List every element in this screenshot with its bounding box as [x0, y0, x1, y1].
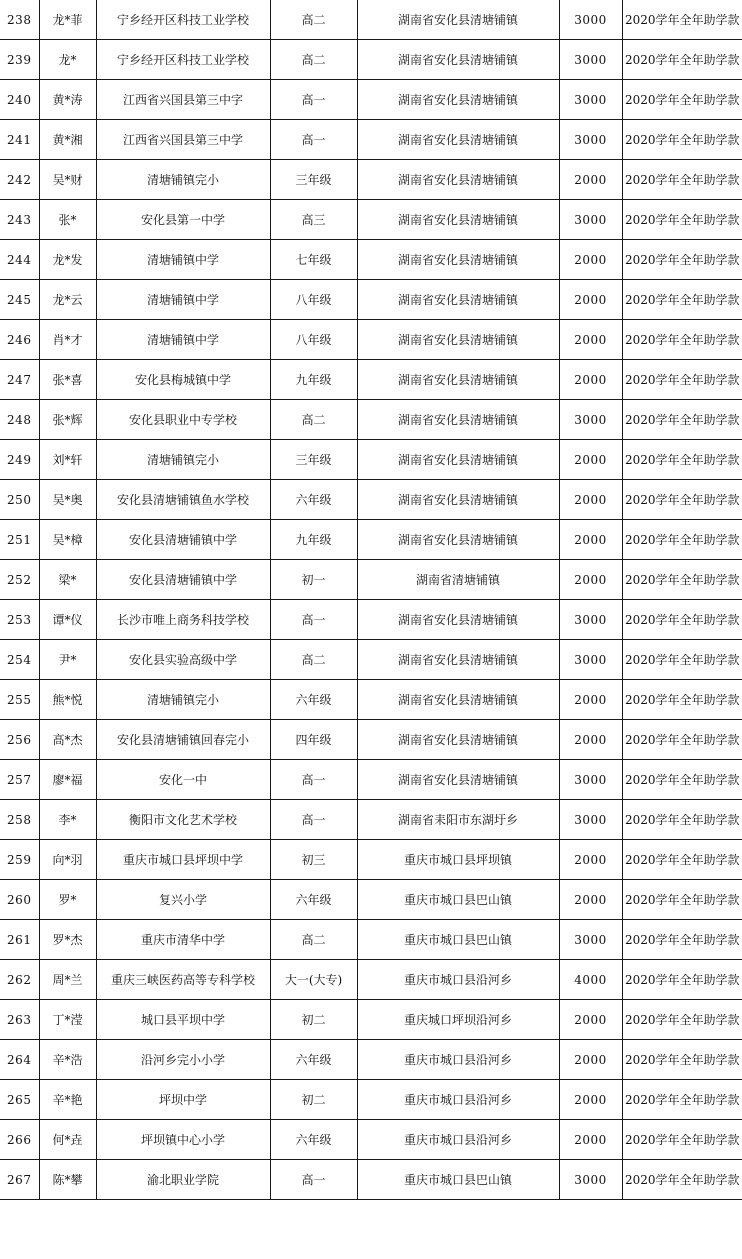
aid-amount-cell: 3000: [559, 80, 622, 120]
fund-description-cell: 2020学年全年助学款: [622, 280, 742, 320]
grade-level-cell: 高一: [270, 800, 357, 840]
school-name-cell: 重庆三峡医药高等专科学校: [96, 960, 270, 1000]
school-name-cell: 渝北职业学院: [96, 1160, 270, 1200]
row-number-cell: 249: [0, 440, 39, 480]
grade-level-cell: 九年级: [270, 360, 357, 400]
row-number-cell: 242: [0, 160, 39, 200]
row-number-cell: 261: [0, 920, 39, 960]
row-number-cell: 257: [0, 760, 39, 800]
school-name-cell: 安化县职业中专学校: [96, 400, 270, 440]
home-address-cell: 湖南省安化县清塘铺镇: [357, 120, 559, 160]
table-row: [0, 40, 742, 80]
row-number-cell: 251: [0, 520, 39, 560]
grade-level-cell: 六年级: [270, 680, 357, 720]
aid-amount-cell: 2000: [559, 360, 622, 400]
grade-level-cell: 四年级: [270, 720, 357, 760]
aid-amount-cell: 2000: [559, 1120, 622, 1160]
student-name-cell: 龙*: [39, 40, 96, 80]
student-name-cell: 熊*悦: [39, 680, 96, 720]
fund-description-cell: 2020学年全年助学款: [622, 800, 742, 840]
table-row: [0, 600, 742, 640]
grade-level-cell: 初三: [270, 840, 357, 880]
school-name-cell: 安化县清塘铺镇中学: [96, 520, 270, 560]
fund-description-cell: 2020学年全年助学款: [622, 1000, 742, 1040]
grade-level-cell: 高一: [270, 600, 357, 640]
grade-level-cell: 八年级: [270, 320, 357, 360]
student-name-cell: 吴*财: [39, 160, 96, 200]
row-number-cell: 254: [0, 640, 39, 680]
row-number-cell: 243: [0, 200, 39, 240]
student-name-cell: 黄*涛: [39, 80, 96, 120]
grade-level-cell: 高二: [270, 40, 357, 80]
fund-description-cell: 2020学年全年助学款: [622, 480, 742, 520]
aid-amount-cell: 2000: [559, 720, 622, 760]
school-name-cell: 江西省兴国县第三中学: [96, 120, 270, 160]
fund-description-cell: 2020学年全年助学款: [622, 240, 742, 280]
home-address-cell: 湖南省安化县清塘铺镇: [357, 520, 559, 560]
table-row: [0, 1080, 742, 1120]
grade-level-cell: 初二: [270, 1000, 357, 1040]
school-name-cell: 安化县第一中学: [96, 200, 270, 240]
student-name-cell: 吴*樟: [39, 520, 96, 560]
grade-level-cell: 高二: [270, 400, 357, 440]
student-name-cell: 刘*轩: [39, 440, 96, 480]
home-address-cell: 湖南省安化县清塘铺镇: [357, 320, 559, 360]
fund-description-cell: 2020学年全年助学款: [622, 840, 742, 880]
fund-description-cell: 2020学年全年助学款: [622, 400, 742, 440]
grade-level-cell: 六年级: [270, 1120, 357, 1160]
aid-amount-cell: 3000: [559, 40, 622, 80]
aid-amount-cell: 3000: [559, 0, 622, 40]
grade-level-cell: 六年级: [270, 880, 357, 920]
row-number-cell: 244: [0, 240, 39, 280]
table-row: [0, 440, 742, 480]
row-number-cell: 239: [0, 40, 39, 80]
aid-amount-cell: 2000: [559, 280, 622, 320]
school-name-cell: 坪坝中学: [96, 1080, 270, 1120]
student-name-cell: 高*杰: [39, 720, 96, 760]
home-address-cell: 湖南省安化县清塘铺镇: [357, 680, 559, 720]
row-number-cell: 247: [0, 360, 39, 400]
fund-description-cell: 2020学年全年助学款: [622, 1160, 742, 1200]
home-address-cell: 湖南省安化县清塘铺镇: [357, 760, 559, 800]
school-name-cell: 重庆市清华中学: [96, 920, 270, 960]
aid-amount-cell: 2000: [559, 320, 622, 360]
school-name-cell: 复兴小学: [96, 880, 270, 920]
fund-description-cell: 2020学年全年助学款: [622, 160, 742, 200]
aid-amount-cell: 2000: [559, 1040, 622, 1080]
grade-level-cell: 七年级: [270, 240, 357, 280]
fund-description-cell: 2020学年全年助学款: [622, 440, 742, 480]
school-name-cell: 坪坝镇中心小学: [96, 1120, 270, 1160]
row-number-cell: 238: [0, 0, 39, 40]
aid-amount-cell: 3000: [559, 600, 622, 640]
fund-description-cell: 2020学年全年助学款: [622, 920, 742, 960]
home-address-cell: 重庆市城口县沿河乡: [357, 960, 559, 1000]
home-address-cell: 湖南省安化县清塘铺镇: [357, 40, 559, 80]
aid-amount-cell: 3000: [559, 1160, 622, 1200]
row-number-cell: 260: [0, 880, 39, 920]
grade-level-cell: 六年级: [270, 1040, 357, 1080]
student-name-cell: 张*辉: [39, 400, 96, 440]
aid-amount-cell: 3000: [559, 920, 622, 960]
home-address-cell: 湖南省耒阳市东湖圩乡: [357, 800, 559, 840]
home-address-cell: 重庆市城口县坪坝镇: [357, 840, 559, 880]
grade-level-cell: 高一: [270, 1160, 357, 1200]
fund-description-cell: 2020学年全年助学款: [622, 320, 742, 360]
table-row: [0, 680, 742, 720]
school-name-cell: 清塘铺镇中学: [96, 320, 270, 360]
student-name-cell: 陈*攀: [39, 1160, 96, 1200]
home-address-cell: 湖南省安化县清塘铺镇: [357, 640, 559, 680]
home-address-cell: 重庆市城口县巴山镇: [357, 1160, 559, 1200]
student-name-cell: 辛*艳: [39, 1080, 96, 1120]
table-row: [0, 720, 742, 760]
school-name-cell: 重庆市城口县坪坝中学: [96, 840, 270, 880]
student-name-cell: 张*喜: [39, 360, 96, 400]
home-address-cell: 重庆市城口县沿河乡: [357, 1080, 559, 1120]
row-number-cell: 253: [0, 600, 39, 640]
table-row: [0, 480, 742, 520]
aid-amount-cell: 2000: [559, 160, 622, 200]
grade-level-cell: 高一: [270, 760, 357, 800]
fund-description-cell: 2020学年全年助学款: [622, 360, 742, 400]
fund-description-cell: 2020学年全年助学款: [622, 200, 742, 240]
home-address-cell: 湖南省安化县清塘铺镇: [357, 480, 559, 520]
table-row: [0, 920, 742, 960]
school-name-cell: 清塘铺镇完小: [96, 680, 270, 720]
fund-description-cell: 2020学年全年助学款: [622, 880, 742, 920]
aid-amount-cell: 2000: [559, 1080, 622, 1120]
fund-description-cell: 2020学年全年助学款: [622, 1040, 742, 1080]
aid-amount-cell: 2000: [559, 880, 622, 920]
aid-amount-cell: 3000: [559, 640, 622, 680]
fund-description-cell: 2020学年全年助学款: [622, 680, 742, 720]
fund-description-cell: 2020学年全年助学款: [622, 720, 742, 760]
table-row: [0, 760, 742, 800]
student-name-cell: 谭*仪: [39, 600, 96, 640]
aid-amount-cell: 3000: [559, 800, 622, 840]
fund-description-cell: 2020学年全年助学款: [622, 520, 742, 560]
aid-amount-cell: 2000: [559, 1000, 622, 1040]
row-number-cell: 250: [0, 480, 39, 520]
row-number-cell: 245: [0, 280, 39, 320]
aid-amount-cell: 2000: [559, 840, 622, 880]
school-name-cell: 清塘铺镇完小: [96, 440, 270, 480]
table-row: [0, 360, 742, 400]
school-name-cell: 清塘铺镇中学: [96, 280, 270, 320]
table-row: [0, 0, 742, 40]
grade-level-cell: 高三: [270, 200, 357, 240]
school-name-cell: 衡阳市文化艺术学校: [96, 800, 270, 840]
table-row: [0, 520, 742, 560]
home-address-cell: 湖南省安化县清塘铺镇: [357, 400, 559, 440]
grade-level-cell: 高一: [270, 80, 357, 120]
home-address-cell: 湖南省安化县清塘铺镇: [357, 80, 559, 120]
row-number-cell: 241: [0, 120, 39, 160]
aid-amount-cell: 2000: [559, 480, 622, 520]
grade-level-cell: 九年级: [270, 520, 357, 560]
row-number-cell: 265: [0, 1080, 39, 1120]
grade-level-cell: 三年级: [270, 160, 357, 200]
home-address-cell: 重庆城口坪坝沿河乡: [357, 1000, 559, 1040]
student-name-cell: 梁*: [39, 560, 96, 600]
grade-level-cell: 六年级: [270, 480, 357, 520]
home-address-cell: 湖南省安化县清塘铺镇: [357, 240, 559, 280]
school-name-cell: 清塘铺镇完小: [96, 160, 270, 200]
school-name-cell: 安化县梅城镇中学: [96, 360, 270, 400]
home-address-cell: 湖南省安化县清塘铺镇: [357, 440, 559, 480]
table-row: [0, 640, 742, 680]
aid-amount-cell: 2000: [559, 560, 622, 600]
table-row: [0, 840, 742, 880]
school-name-cell: 沿河乡完小小学: [96, 1040, 270, 1080]
student-name-cell: 何*垚: [39, 1120, 96, 1160]
student-name-cell: 吴*奥: [39, 480, 96, 520]
student-name-cell: 罗*: [39, 880, 96, 920]
student-name-cell: 丁*滢: [39, 1000, 96, 1040]
aid-amount-cell: 2000: [559, 440, 622, 480]
grade-level-cell: 高二: [270, 0, 357, 40]
home-address-cell: 湖南省安化县清塘铺镇: [357, 0, 559, 40]
aid-amount-cell: 3000: [559, 760, 622, 800]
school-name-cell: 安化县清塘铺镇鱼水学校: [96, 480, 270, 520]
school-name-cell: 城口县平坝中学: [96, 1000, 270, 1040]
school-name-cell: 安化县清塘铺镇中学: [96, 560, 270, 600]
grade-level-cell: 高二: [270, 920, 357, 960]
aid-amount-cell: 2000: [559, 520, 622, 560]
home-address-cell: 湖南省安化县清塘铺镇: [357, 720, 559, 760]
fund-description-cell: 2020学年全年助学款: [622, 0, 742, 40]
table-row: [0, 280, 742, 320]
school-name-cell: 长沙市唯上商务科技学校: [96, 600, 270, 640]
table-row: [0, 240, 742, 280]
home-address-cell: 湖南省清塘铺镇: [357, 560, 559, 600]
fund-description-cell: 2020学年全年助学款: [622, 960, 742, 1000]
table-row: [0, 320, 742, 360]
table-row: [0, 160, 742, 200]
school-name-cell: 安化一中: [96, 760, 270, 800]
home-address-cell: 湖南省安化县清塘铺镇: [357, 600, 559, 640]
student-name-cell: 罗*杰: [39, 920, 96, 960]
row-number-cell: 248: [0, 400, 39, 440]
fund-description-cell: 2020学年全年助学款: [622, 640, 742, 680]
grade-level-cell: 初二: [270, 1080, 357, 1120]
aid-amount-cell: 3000: [559, 120, 622, 160]
home-address-cell: 湖南省安化县清塘铺镇: [357, 160, 559, 200]
table-row: [0, 400, 742, 440]
fund-description-cell: 2020学年全年助学款: [622, 760, 742, 800]
student-name-cell: 周*兰: [39, 960, 96, 1000]
grade-level-cell: 高一: [270, 120, 357, 160]
fund-description-cell: 2020学年全年助学款: [622, 120, 742, 160]
grade-level-cell: 高二: [270, 640, 357, 680]
aid-amount-cell: 4000: [559, 960, 622, 1000]
grade-level-cell: 三年级: [270, 440, 357, 480]
student-name-cell: 尹*: [39, 640, 96, 680]
fund-description-cell: 2020学年全年助学款: [622, 600, 742, 640]
fund-description-cell: 2020学年全年助学款: [622, 560, 742, 600]
home-address-cell: 重庆市城口县巴山镇: [357, 880, 559, 920]
row-number-cell: 246: [0, 320, 39, 360]
row-number-cell: 266: [0, 1120, 39, 1160]
row-number-cell: 256: [0, 720, 39, 760]
student-name-cell: 廖*福: [39, 760, 96, 800]
home-address-cell: 重庆市城口县沿河乡: [357, 1040, 559, 1080]
fund-description-cell: 2020学年全年助学款: [622, 80, 742, 120]
home-address-cell: 湖南省安化县清塘铺镇: [357, 200, 559, 240]
home-address-cell: 重庆市城口县巴山镇: [357, 920, 559, 960]
row-number-cell: 258: [0, 800, 39, 840]
student-name-cell: 龙*发: [39, 240, 96, 280]
fund-description-cell: 2020学年全年助学款: [622, 1080, 742, 1120]
table-row: [0, 80, 742, 120]
table-row: [0, 960, 742, 1000]
school-name-cell: 安化县实验高级中学: [96, 640, 270, 680]
table-row: [0, 1040, 742, 1080]
student-name-cell: 辛*浩: [39, 1040, 96, 1080]
row-number-cell: 255: [0, 680, 39, 720]
fund-description-cell: 2020学年全年助学款: [622, 1120, 742, 1160]
row-number-cell: 267: [0, 1160, 39, 1200]
aid-amount-cell: 2000: [559, 680, 622, 720]
table-row: [0, 560, 742, 600]
home-address-cell: 湖南省安化县清塘铺镇: [357, 280, 559, 320]
student-name-cell: 肖*才: [39, 320, 96, 360]
student-name-cell: 李*: [39, 800, 96, 840]
student-name-cell: 黄*湘: [39, 120, 96, 160]
fund-description-cell: 2020学年全年助学款: [622, 40, 742, 80]
row-number-cell: 252: [0, 560, 39, 600]
school-name-cell: 清塘铺镇中学: [96, 240, 270, 280]
aid-amount-cell: 3000: [559, 200, 622, 240]
row-number-cell: 263: [0, 1000, 39, 1040]
row-number-cell: 264: [0, 1040, 39, 1080]
table-row: [0, 880, 742, 920]
school-name-cell: 安化县清塘铺镇回春完小: [96, 720, 270, 760]
row-number-cell: 262: [0, 960, 39, 1000]
table-row: [0, 200, 742, 240]
student-name-cell: 向*羽: [39, 840, 96, 880]
table-row: [0, 1160, 742, 1200]
aid-amount-cell: 2000: [559, 240, 622, 280]
table-row: [0, 800, 742, 840]
school-name-cell: 江西省兴国县第三中字: [96, 80, 270, 120]
grade-level-cell: 初一: [270, 560, 357, 600]
school-name-cell: 宁乡经开区科技工业学校: [96, 0, 270, 40]
student-name-cell: 龙*菲: [39, 0, 96, 40]
student-name-cell: 张*: [39, 200, 96, 240]
school-name-cell: 宁乡经开区科技工业学校: [96, 40, 270, 80]
home-address-cell: 湖南省安化县清塘铺镇: [357, 360, 559, 400]
table-row: [0, 1000, 742, 1040]
row-number-cell: 240: [0, 80, 39, 120]
student-name-cell: 龙*云: [39, 280, 96, 320]
home-address-cell: 重庆市城口县沿河乡: [357, 1120, 559, 1160]
table-row: [0, 1120, 742, 1160]
grade-level-cell: 大一(大专): [270, 960, 357, 1000]
row-number-cell: 259: [0, 840, 39, 880]
aid-amount-cell: 3000: [559, 400, 622, 440]
table-row: [0, 120, 742, 160]
grade-level-cell: 八年级: [270, 280, 357, 320]
